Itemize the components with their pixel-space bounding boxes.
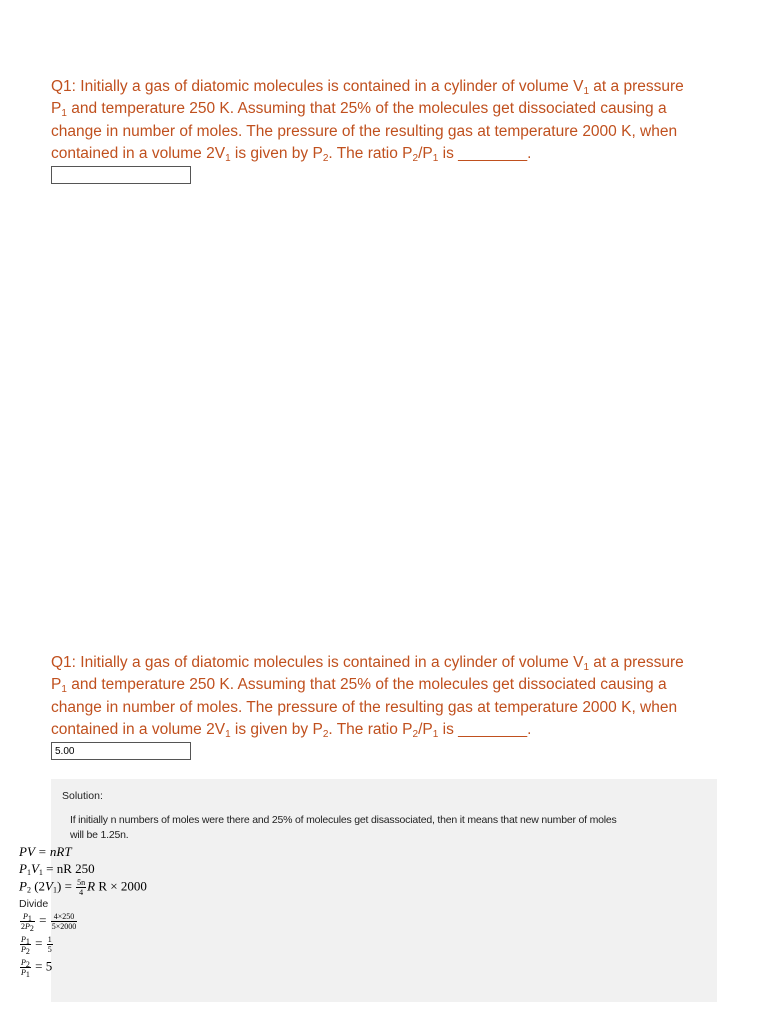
- solution-text: [70, 813, 700, 843]
- q-line-1: Q1: Initially a gas of diatomic molecules is contained in a cylinder of volume V: [51, 654, 584, 671]
- q-line-4e: is ________.: [438, 720, 532, 738]
- q-p1: P: [51, 100, 62, 118]
- q-line-4b: is given by P: [230, 144, 323, 162]
- equation-6: $\frac{P_2}{P_1}$ = 5: [21, 958, 53, 979]
- q-sub: 1: [583, 662, 589, 673]
- q-line-1-end: at a pressure: [589, 78, 684, 95]
- q-line-2: and temperature 250 K. Assuming that 25% of the molecules get dissociated causing a: [66, 676, 667, 694]
- equation-1: PV = nRT: [19, 844, 72, 859]
- equation-4: $\frac{P_1}{2P_2}$ = $\frac{4\times 250}{5\times 2000}$: [21, 912, 77, 933]
- question-text-2: [51, 652, 731, 741]
- divide-label: Divide: [19, 898, 49, 910]
- q-line-3: change in number of moles. The pressure of the resulting gas at temperature 2000 K, when: [51, 698, 678, 716]
- equation-3: $P_2$ $(2V_1)$ = $\frac{5n}{4}$ R R × 2000: [19, 878, 147, 897]
- equation-2: $P_1V_1$ = nR 250: [19, 861, 95, 877]
- equation-5: $\frac{P_1}{P_2}$ = $\frac{1}{5}$: [21, 935, 52, 956]
- q-sub: 2: [322, 152, 329, 164]
- q-sub: 2: [322, 728, 329, 740]
- q-line-1: Q1: Initially a gas of diatomic molecules is contained in a cylinder of volume V: [51, 78, 584, 95]
- q-line-4d: /P: [418, 144, 433, 162]
- q-sub: 2: [412, 728, 419, 740]
- q-p1: P: [51, 676, 62, 694]
- solution-panel: [51, 779, 717, 1002]
- q-line-4b: is given by P: [230, 720, 323, 738]
- question-text-1: [51, 76, 731, 165]
- q-line-1-end: at a pressure: [589, 654, 684, 671]
- q-sub: 1: [583, 86, 589, 97]
- q-sub: 1: [61, 684, 67, 696]
- answer-input-1[interactable]: [51, 166, 191, 184]
- q-sub: 1: [225, 152, 231, 164]
- solution-label: Solution:: [62, 790, 103, 802]
- answer-input-2[interactable]: 5.00: [51, 742, 191, 760]
- q-sub: 1: [432, 728, 439, 740]
- q-line-4: contained in a volume 2V: [51, 720, 226, 738]
- q-line-4e: is ________.: [438, 144, 532, 162]
- q-line-4: contained in a volume 2V: [51, 144, 226, 162]
- q-sub: 1: [225, 728, 231, 740]
- solution-text-line-1: If initially n numbers of moles were there and 25% of molecules get disassociated, then it means that new number of moles: [70, 814, 617, 826]
- q-line-3: change in number of moles. The pressure of the resulting gas at temperature 2000 K, when: [51, 122, 678, 140]
- solution-text-line-2: will be 1.25n.: [70, 829, 129, 841]
- q-line-4c: . The ratio P: [328, 144, 413, 162]
- q-sub: 1: [61, 108, 67, 120]
- q-sub: 1: [432, 152, 439, 164]
- q-line-4d: /P: [418, 720, 433, 738]
- q-line-4c: . The ratio P: [328, 720, 413, 738]
- q-sub: 2: [412, 152, 419, 164]
- q-line-2: and temperature 250 K. Assuming that 25% of the molecules get dissociated causing a: [66, 100, 667, 118]
